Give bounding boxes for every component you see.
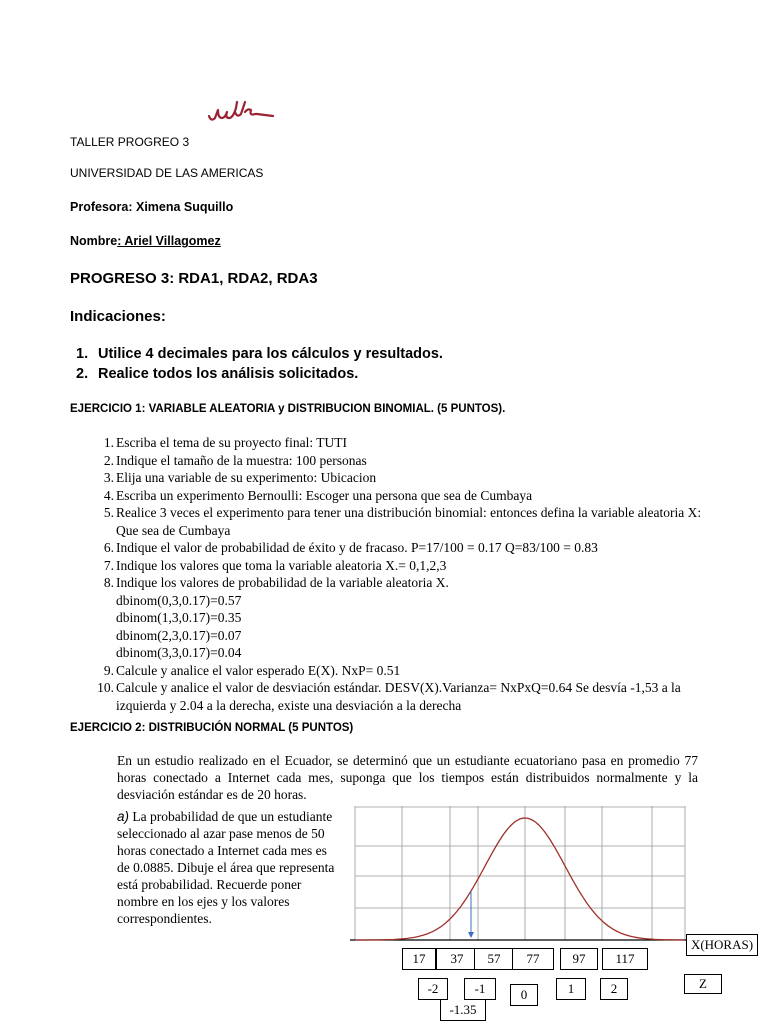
z-tick-label: 2 <box>600 978 628 1000</box>
ejercicio1-title: EJERCICIO 1: VARIABLE ALEATORIA y DISTRIBUCION BINOMIAL. (5 PUNTOS). <box>70 403 506 415</box>
progreso-title: PROGRESO 3: RDA1, RDA2, RDA3 <box>70 270 318 287</box>
x-tick-label: 77 <box>512 948 554 970</box>
list-item: 7. Indique los valores que toma la variable aleatoria X.= 0,1,2,3 <box>103 557 447 573</box>
z-axis-label: Z <box>684 974 722 994</box>
taller-title: TALLER PROGREO 3 <box>70 135 190 149</box>
list-item: 5. Realice 3 veces el experimento para tener una distribución binomial: entonces defina la variable aleatoria X: Que sea de Cumbaya <box>103 505 702 538</box>
dbinom-line: dbinom(1,3,0.17)=0.35 <box>116 610 242 625</box>
z-tick-label: 1 <box>556 978 586 1000</box>
x-tick-label: 17 <box>402 948 436 970</box>
list-item: 6. Indique el valor de probabilidad de éxito y de fracaso. P=17/100 = 0.17 Q=83/100 = 0.83 <box>103 540 598 555</box>
profesora-line: Profesora: Ximena Suquillo <box>70 200 234 214</box>
university-name: UNIVERSIDAD DE LAS AMERICAS <box>70 166 264 180</box>
list-item: 8. Indique los valores de probabilidad de la variable aleatoria X. dbinom(0,3,0.17)=0.57 dbinom(1,3,0.17)=0.35 dbinom(2,3,0.17)=0.07 dbinom(3,3,0.17)=0.04 <box>92 574 702 662</box>
ejercicio1-list <box>92 434 702 714</box>
list-item: 2. Indique el tamaño de la muestra: 100 personas <box>103 452 367 468</box>
dbinom-line: dbinom(2,3,0.17)=0.07 <box>116 627 242 643</box>
dbinom-line: dbinom(0,3,0.17)=0.57 <box>116 592 242 608</box>
question-text: La probabilidad de que un estudiante seleccionado al azar pase menos de 50 horas conectado a Internet cada mes es de 0.0885. Dibuje el área que representa está probabilidad. Recuerde poner nombre en los ejes y los valores correspondientes. <box>117 809 335 926</box>
z-marked-value: -1.35 <box>440 1000 486 1021</box>
marker-arrowhead <box>468 932 474 938</box>
udla-logo <box>205 98 285 130</box>
normal-curve <box>355 818 685 940</box>
indicacion-item: 1. Utilice 4 decimales para los cálculos y resultados. <box>76 346 443 362</box>
x-tick-label: 97 <box>560 948 598 970</box>
chart-grid <box>350 806 690 940</box>
indicacion-item: 2. Realice todos los análisis solicitados. <box>76 366 359 382</box>
dbinom-line: dbinom(3,3,0.17)=0.04 <box>116 645 242 660</box>
x-axis-label: X(HORAS) <box>686 934 758 956</box>
question-label: a) <box>117 809 130 824</box>
list-item: 10. Calcule y analice el valor de desviación estándar. DESV(X).Varianza= NxPxQ=0.64 Se desvía -1,53 a la izquierda y 2.04 a la derecha, existe una desviación a la derecha <box>97 680 681 713</box>
z-tick-label: -1 <box>464 978 496 1000</box>
nombre-label: Nombre <box>70 234 118 248</box>
x-tick-label: 37 <box>436 948 478 970</box>
question-a <box>117 808 342 927</box>
ejercicio2-title: EJERCICIO 2: DISTRIBUCIÓN NORMAL (5 PUNTOS) <box>70 722 354 734</box>
x-tick-label: 57 <box>474 948 514 970</box>
z-tick-label: 0 <box>510 984 538 1006</box>
nombre-line <box>70 234 221 248</box>
normal-distribution-chart <box>350 806 690 948</box>
ejercicio2-paragraph: En un estudio realizado en el Ecuador, se determinó que un estudiante ecuatoriano pasa en promedio 77 horas conectado a Internet cada mes, suponga que los tiempos están distribuidos normalmente y la desviación estándar es de 20 horas. <box>117 753 698 802</box>
indicaciones-list <box>76 344 443 384</box>
list-item: 1. Escriba el tema de su proyecto final: TUTI <box>103 435 348 450</box>
x-tick-label: 117 <box>602 948 648 970</box>
list-item: 4. Escriba un experimento Bernoulli: Escoger una persona que sea de Cumbaya <box>103 487 533 503</box>
list-item: 9. Calcule y analice el valor esperado E(X). NxP= 0.51 <box>103 662 401 678</box>
z-tick-label: -2 <box>418 978 448 1000</box>
nombre-value: : Ariel Villagomez <box>117 234 221 248</box>
indicaciones-title: Indicaciones: <box>70 308 166 325</box>
list-item: 3. Elija una variable de su experimento: Ubicacion <box>103 470 377 485</box>
